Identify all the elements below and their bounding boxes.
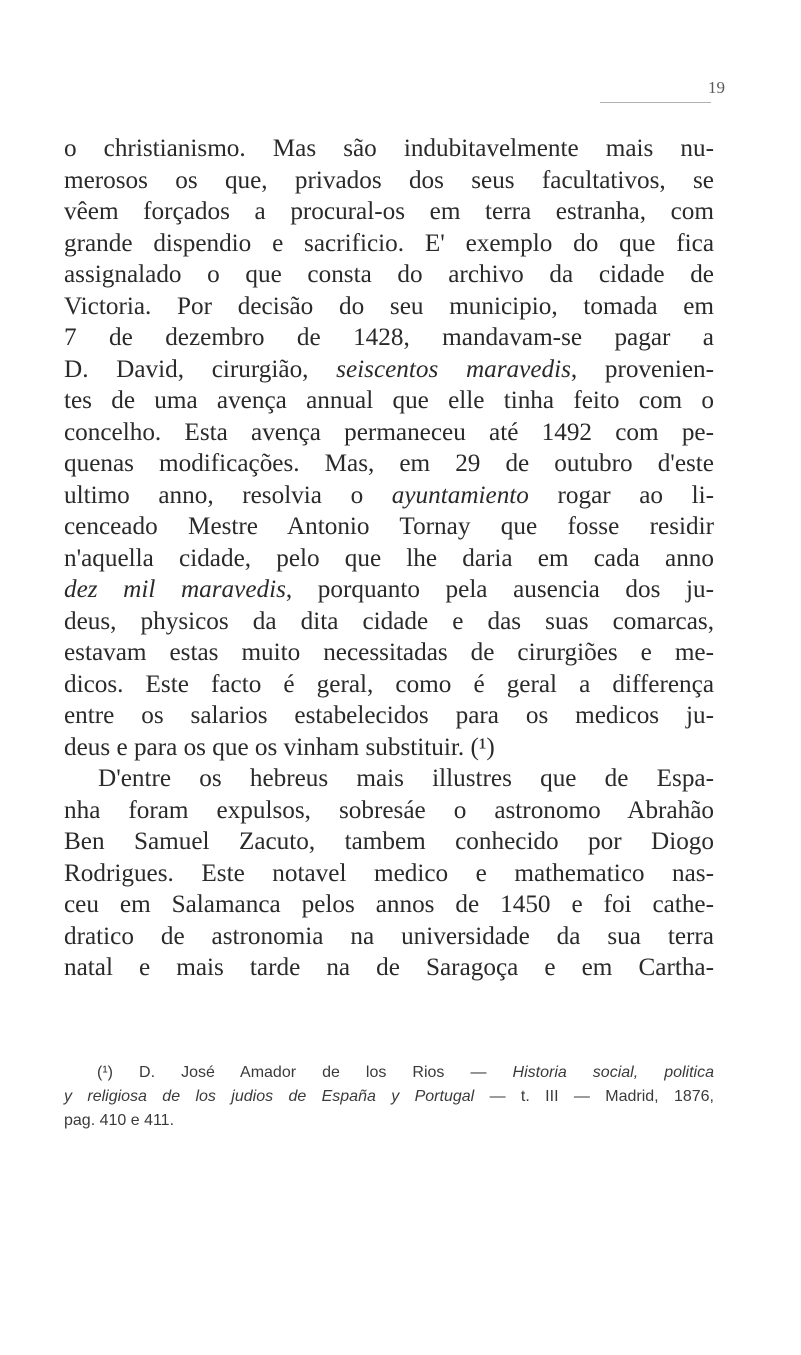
italic-phrase: dez mil maravedis <box>64 576 286 603</box>
text-line: grande dispendio e sacrificio. E' exemplo do que fica <box>64 229 714 257</box>
text-line: merosos os que, privados dos seus facultativos, se <box>64 166 714 194</box>
text-line: n'aquella cidade, pelo que lhe daria em cada anno <box>64 544 714 572</box>
text-line: 7 de dezembro de 1428, mandavam-se pagar a <box>64 324 714 351</box>
page-number: 19 <box>708 78 725 97</box>
text-line: natal e mais tarde na de Saragoça e em Cartha- <box>64 954 714 981</box>
footnote-line <box>64 1061 714 1085</box>
text-line: D'entre os hebreus mais illustres que de Espa- <box>98 765 714 792</box>
text-line: o christianismo. Mas são indubitavelmente mais nu- <box>64 135 714 162</box>
italic-phrase: ayuntamiento <box>391 481 529 509</box>
text-line: deus, physicos da dita cidade e das suas comarcas, <box>64 607 714 635</box>
text-line: vêem forçados a procural-os em terra estranha, com <box>64 198 714 225</box>
text-line: dicos. Este facto é geral, como é geral a differença <box>64 670 714 698</box>
footnote-line <box>64 1085 714 1109</box>
text-segment: , provenien- <box>570 355 714 383</box>
italic-phrase: seiscentos maravedis <box>336 355 571 383</box>
text-line <box>64 480 714 512</box>
text-line: nha foram expulsos, sobresáe o astronomo Abrahão <box>64 796 714 824</box>
text-line: Rodrigues. Este notavel medico e mathematico nas- <box>64 859 714 887</box>
footnote-line: pag. 410 e 411. <box>64 1112 175 1129</box>
text-line: Victoria. Por decisão do seu municipio, tomada em <box>64 292 714 320</box>
text-line: ceu em Salamanca pelos annos de 1450 e foi cathe- <box>64 891 714 918</box>
text-line: Ben Samuel Zacuto, tambem conhecido por Diogo <box>64 828 714 855</box>
text-line <box>64 354 714 386</box>
text-segment: rogar ao li- <box>528 481 714 509</box>
text-line <box>64 574 714 606</box>
text-line: tes de uma avença annual que elle tinha feito com o <box>64 387 714 414</box>
footnote-italic: Historia social, politica <box>512 1064 715 1081</box>
text-line: assignalado o que consta do archivo da cidade de <box>64 261 714 288</box>
text-line: dratico de astronomia na universidade da sua terra <box>64 922 714 950</box>
text-line: quenas modificações. Mas, em 29 de outubro d'este <box>64 450 714 477</box>
body-text <box>64 133 714 984</box>
footnote-italic: y religiosa de los judios de España y Portugal <box>64 1088 475 1105</box>
text-segment: D. David, cirurgião, <box>64 355 337 383</box>
text-line: concelho. Esta avença permaneceu até 1492 com pe- <box>64 418 714 446</box>
text-line: entre os salarios estabelecidos para os medicos ju- <box>64 702 714 729</box>
text-segment: , porquanto pela ausencia dos ju- <box>285 576 714 603</box>
text-line: deus e para os que os vinham substituir. (¹) <box>64 733 495 761</box>
footnote-segment: (¹) D. José Amador de los Rios — <box>97 1064 513 1081</box>
footnote-segment: — t. III — Madrid, 1876, <box>474 1088 714 1105</box>
text-line: cenceado Mestre Antonio Tornay que fosse residir <box>64 513 714 540</box>
text-segment: ultimo anno, resolvia o <box>64 481 392 509</box>
footnote <box>64 1061 714 1133</box>
header-rule <box>600 102 711 103</box>
text-line: estavam estas muito necessitadas de cirurgiões e me- <box>64 639 714 666</box>
